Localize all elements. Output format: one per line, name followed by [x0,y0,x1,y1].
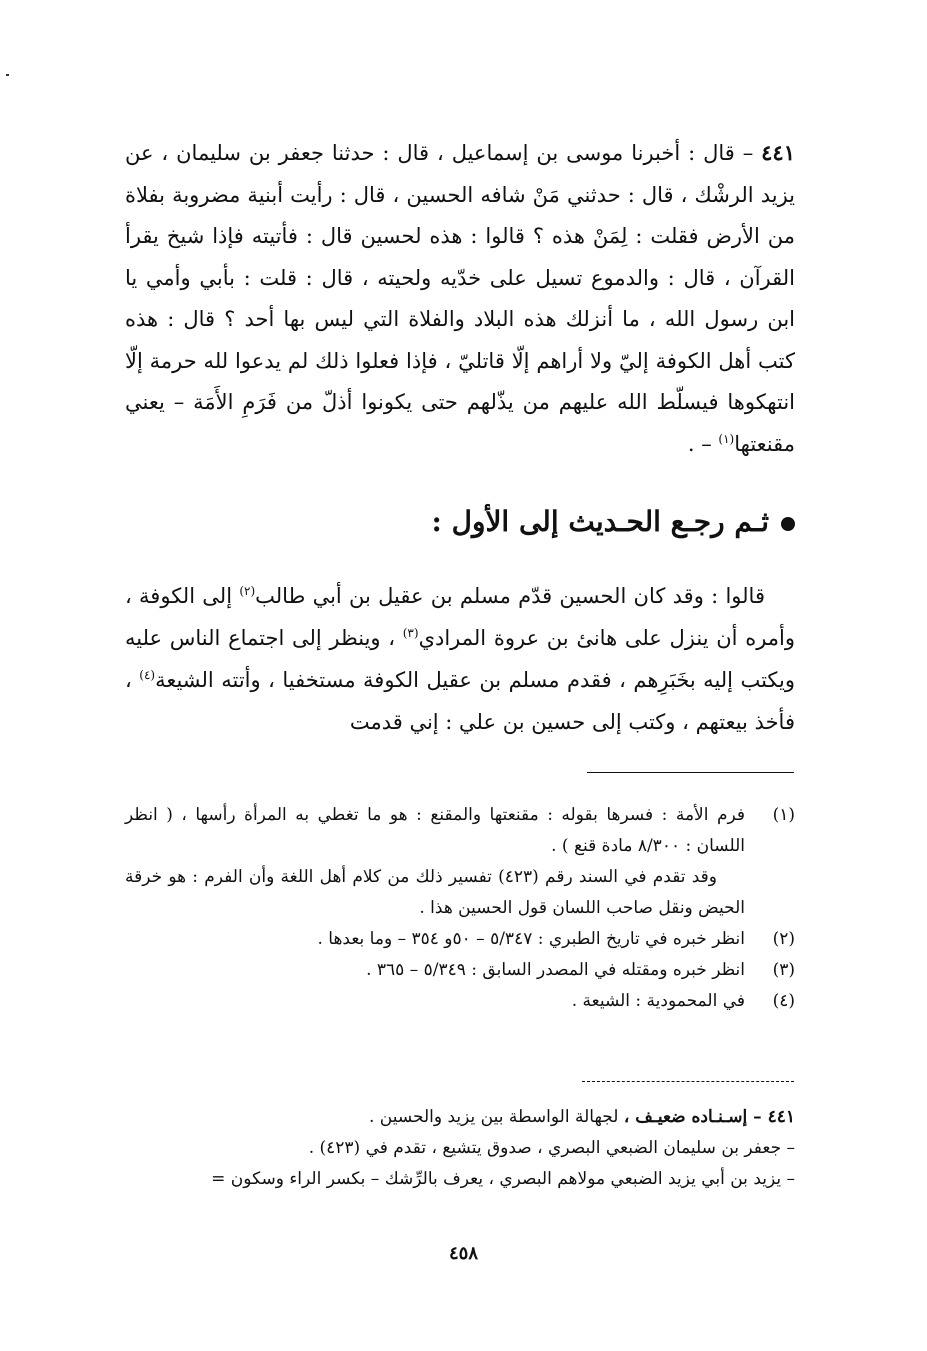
footnote-1 [125,800,795,862]
narrative-part-4: ، فأخذ بيعتهم ، وكتب إلى حسين بن علي : إني قدمت [125,668,795,734]
narrative-text-block [125,575,795,743]
section-heading [125,500,795,544]
takhrij-section [125,1102,795,1195]
footnote-1-continuation: وقد تقدم في السند رقم (٤٢٣) تفسير ذلك من كلام أهل اللغة وأن الفرم : هو خرقة الحيض ونقل صاحب اللسان قول الحسين هذا . [125,867,745,918]
footnote-number: (٣) [772,960,795,980]
takhrij-label: – إسـنـاده ضعيـف ، [623,1107,768,1127]
takhrij-line-2: – يزيد بن أبي يزيد الضبعي مولاهم البصري ، يعرف بالرِّشك – بكسر الراء وسكون = [211,1169,795,1189]
footnote-4 [125,986,795,1017]
hadith-text: – قال : أخبرنا موسى بن إسماعيل ، قال : حدثنا جعفر بن سليمان ، عن يزيد الرشْك ، قال : حدثني مَنْ شافه الحسين ، قال : رأيت أبنية مضروبة بفلاة من الأرض فقلت : لِمَنْ هذه ؟ قالوا : هذه لحسين قال : فأتيته فإذا شيخ يقرأ القرآن ، قال : والدموع تسيل على خدّيه ولحيته ، قال : قلت : بأبي وأمي يا ابن رسول الله ، ما أنزلك هذه البلاد والفلاة التي ليس بها أحد ؟ قال : هذه كتب أهل الكوفة إليّ ولا أراهم إلّا قاتليّ ، فإذا فعلوا ذلك لم يدعوا لله حرمة إلّا انتهكوها فيسلّط الله عليهم من يذّلهم حتى يكونوا أذلّ من فَرَمِ الأَمَة – يعني مقنعتها [125,141,795,456]
takhrij-reason: لجهالة الواسطة بين يزيد والحسين . [368,1107,624,1127]
footnote-ref-1[interactable]: (١) [718,431,735,446]
footnote-ref-4[interactable]: (٤) [139,668,156,682]
page-number: ٤٥٨ [448,1243,478,1264]
narrative-part-2: إلى الكوفة ، وأمره أن ينزل على هانئ بن عروة المرادي [125,584,796,650]
hadith-number: ٤٤١ [761,140,795,165]
footnote-3 [125,955,795,986]
footnote-text: في المحمودية : الشيعة . [571,991,745,1011]
hadith-paragraph [125,132,795,465]
footnote-text: انظر خبره في تاريخ الطبري : ٥/٣٤٧ – ٥٠و ٣٥٤ – وما بعدها . [317,929,745,949]
hadith-ending: – . [687,431,719,456]
footnote-number: (٤) [772,991,795,1011]
footnotes-section [125,800,795,1017]
scan-speck [6,74,9,76]
bullet-icon [781,517,795,531]
takhrij-line-1: – جعفر بن سليمان الضبعي البصري ، صدوق يتشيع ، تقدم في (٤٢٣) . [308,1138,795,1158]
section-heading-text: ثـم رجـع الحـديث إلى الأول : [431,505,769,538]
narrative-paragraph [125,575,795,743]
takhrij-number: ٤٤١ [767,1107,795,1127]
hadith-text-block [125,132,795,465]
takhrij-heading-line [125,1102,795,1133]
footnote-text: فرم الأمة : فسرها بقوله : مقنعتها والمقنع : هو ما تغطي به المرأة رأسها ، ( انظر اللسان : ٨/٣٠٠ مادة قنع ) . [125,805,745,856]
footnote-number: (١) [772,805,795,825]
footnote-text: انظر خبره ومقتله في المصدر السابق : ٥/٣٤٩ – ٣٦٥ . [366,960,745,980]
narrative-part-1: قالوا : وقد كان الحسين قدّم مسلم بن عقيل بن أبي طالب [255,584,765,608]
narrative-part-3: ، وينظر إلى اجتماع الناس عليه ويكتب إليه بخَبَرِهم ، فقدم مسلم بن عقيل الكوفة مستخفيا ، وأتته الشيعة [125,626,796,692]
footnote-ref-3[interactable]: (٣) [402,626,419,640]
footnote-number: (٢) [772,929,795,949]
takhrij-divider [582,1081,794,1082]
footnote-ref-2[interactable]: (٢) [239,584,256,598]
footnote-2 [125,924,795,955]
footnote-divider [587,772,794,773]
